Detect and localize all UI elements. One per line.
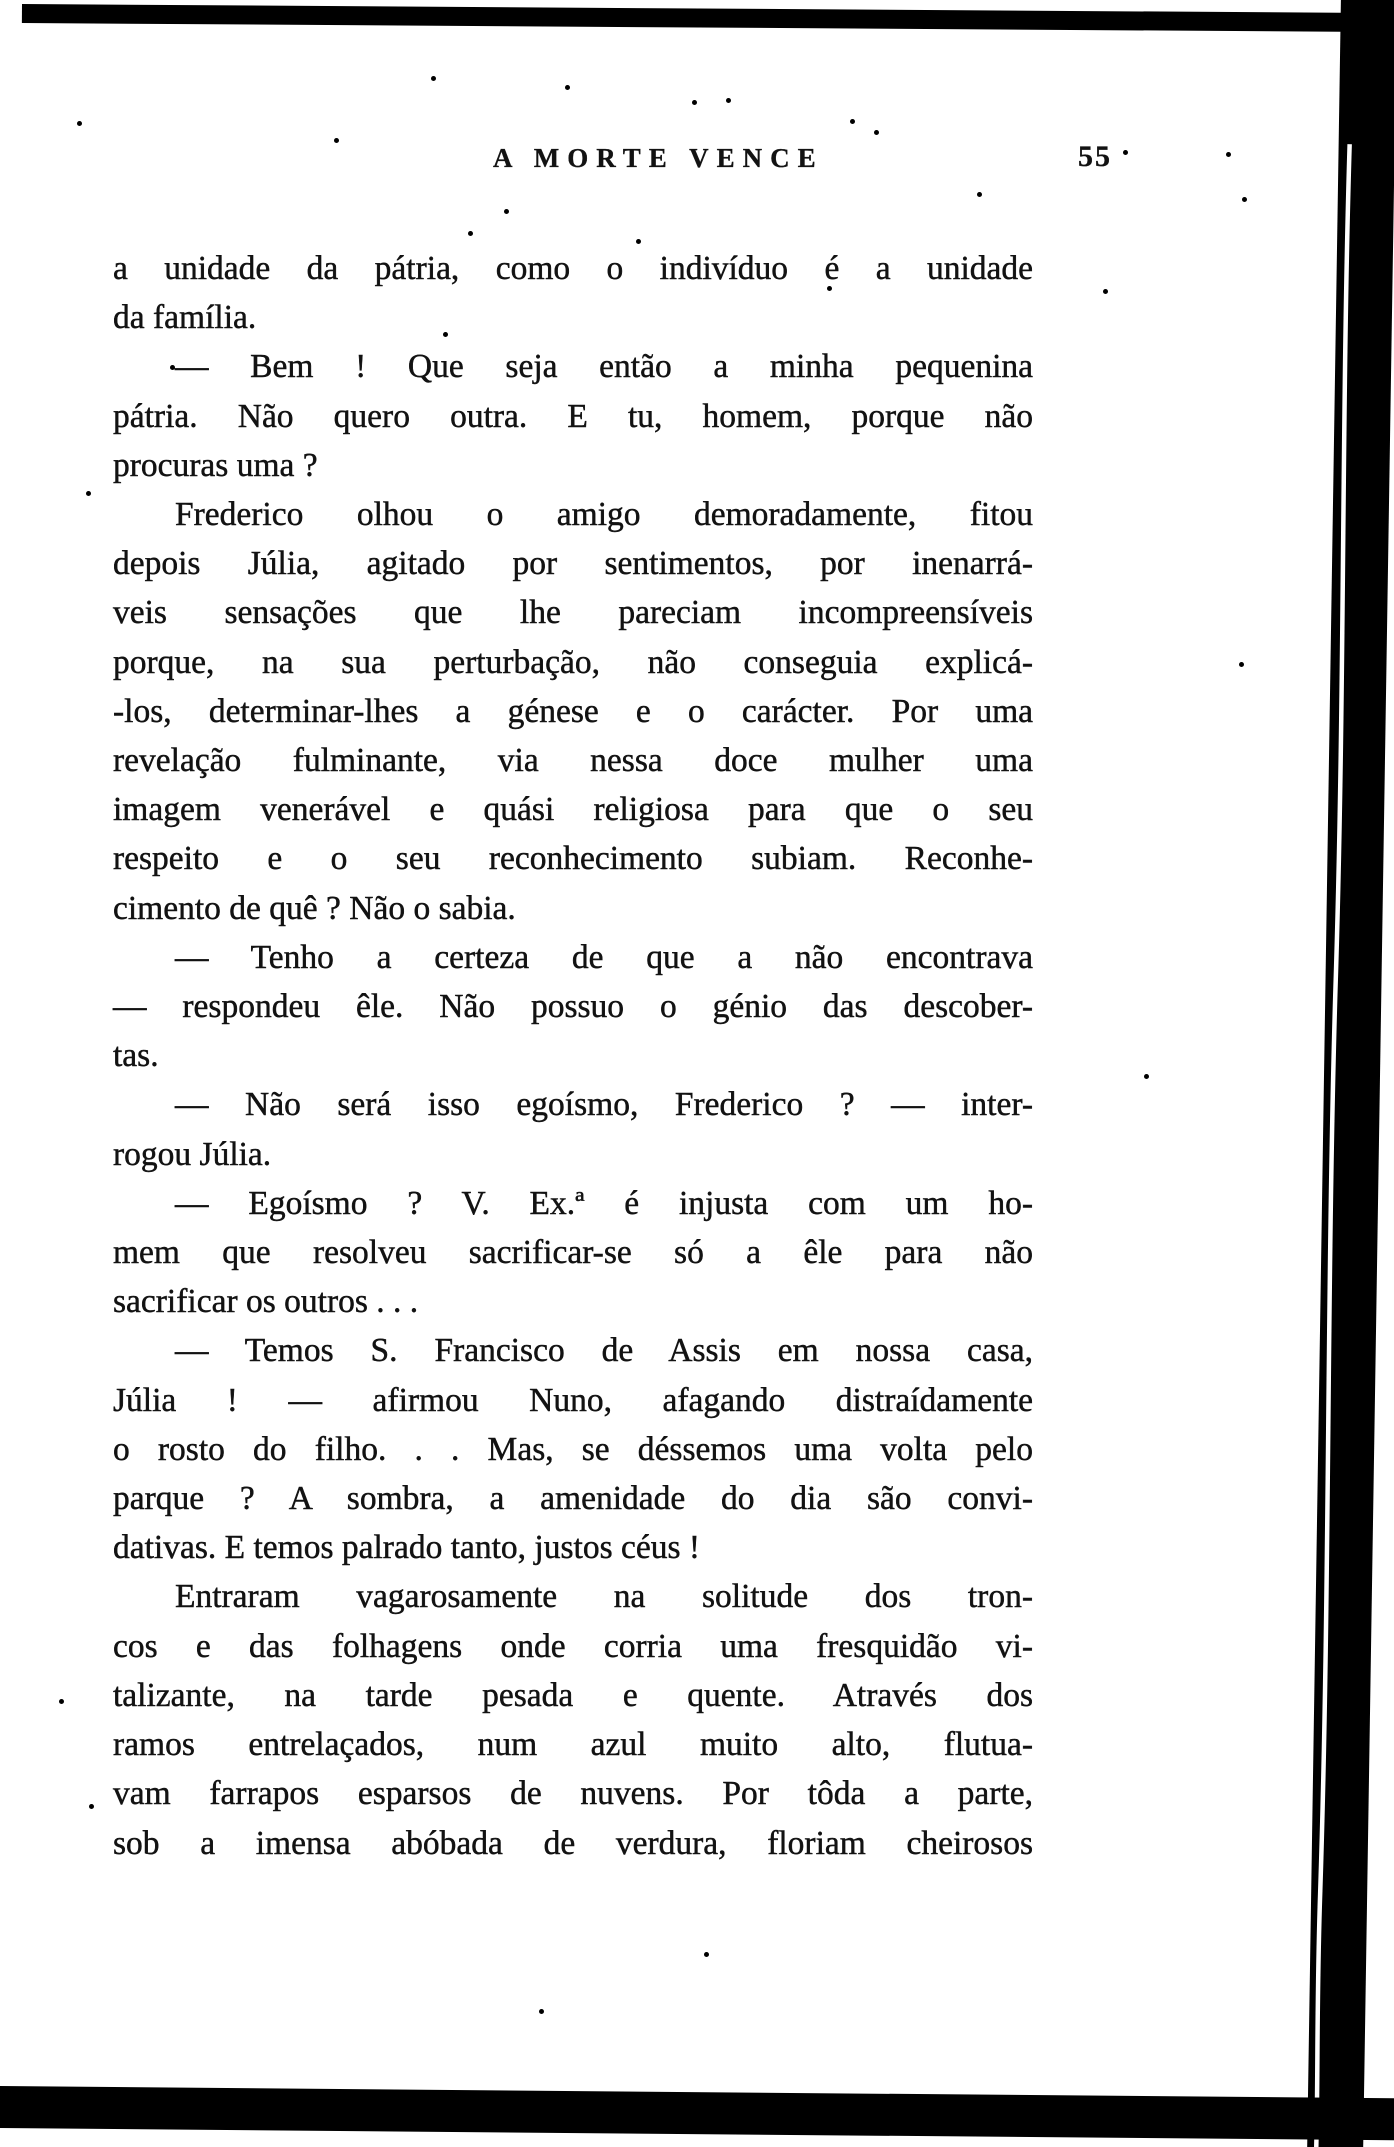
text-line: mem que resolveu sacrificar-se só a êle para não: [113, 1234, 1033, 1272]
text-line: talizante, na tarde pesada e quente. Através dos: [113, 1676, 1033, 1714]
text-line: porque, na sua perturbação, não conseguia explicá-: [113, 643, 1033, 681]
running-header-title: A MORTE VENCE: [493, 143, 824, 173]
text-line: sob a imensa abóbada de verdura, floriam cheirosos: [113, 1824, 1033, 1862]
text-line: — Não será isso egoísmo, Frederico ? — inter-: [175, 1086, 1033, 1124]
scan-edge-right: [1307, 0, 1394, 2147]
text-line: -los, determinar-lhes a génese e o carácter. Por uma: [113, 692, 1033, 730]
text-line: pátria. Não quero outra. E tu, homem, porque não: [113, 397, 1033, 435]
text-line: veis sensações que lhe pareciam incompreensíveis: [113, 594, 1033, 632]
text-line: — Egoísmo ? V. Ex.ª é injusta com um ho-: [175, 1184, 1033, 1222]
text-line: — Tenho a certeza de que a não encontrava: [175, 938, 1033, 976]
scan-edge-top: [22, 4, 1394, 32]
text-line: Frederico olhou o amigo demoradamente, fitou: [175, 496, 1033, 534]
text-line: procuras uma ?: [113, 446, 318, 484]
scan-edge-bottom: [0, 2086, 1394, 2140]
text-line: Júlia ! — afirmou Nuno, afagando distraídamente: [113, 1381, 1033, 1419]
text-line: parque ? A sombra, a amenidade do dia são convi-: [113, 1480, 1033, 1518]
scan-specks: [0, 0, 3, 3]
text-line: cimento de quê ? Não o sabia.: [113, 889, 516, 927]
text-line: imagem venerável e quási religiosa para que o seu: [113, 791, 1033, 829]
text-line: ramos entrelaçados, num azul muito alto, flutua-: [113, 1726, 1033, 1764]
text-line: revelação fulminante, via nessa doce mulher uma: [113, 742, 1033, 780]
page-number: 55: [1078, 140, 1112, 173]
text-line: depois Júlia, agitado por sentimentos, por inenarrá-: [113, 545, 1033, 583]
body-text: [113, 244, 1033, 1868]
text-line: — Temos S. Francisco de Assis em nossa casa,: [175, 1332, 1033, 1370]
text-line: dativas. E temos palrado tanto, justos céus !: [113, 1529, 701, 1567]
text-line: respeito e o seu reconhecimento subiam. Reconhe-: [113, 840, 1033, 878]
text-line: rogou Júlia.: [113, 1135, 272, 1173]
text-line: cos e das folhagens onde corria uma fresquidão vi-: [113, 1627, 1033, 1665]
text-line: vam farrapos esparsos de nuvens. Por tôda a parte,: [113, 1775, 1033, 1813]
text-line: sacrificar os outros . . .: [113, 1283, 419, 1321]
text-line: — respondeu êle. Não possuo o génio das descober-: [113, 988, 1033, 1026]
text-line: Entraram vagarosamente na solitude dos tron-: [175, 1578, 1033, 1616]
text-line: o rosto do filho. . . Mas, se déssemos uma volta pelo: [113, 1430, 1033, 1468]
text-line: — Bem ! Que seja então a minha pequenina: [175, 348, 1033, 386]
text-line: tas.: [113, 1037, 159, 1075]
text-line: a unidade da pátria, como o indivíduo é a unidade: [113, 250, 1033, 287]
gutter-highlight-line: [1307, 0, 1394, 2147]
text-line: da família.: [113, 299, 257, 337]
